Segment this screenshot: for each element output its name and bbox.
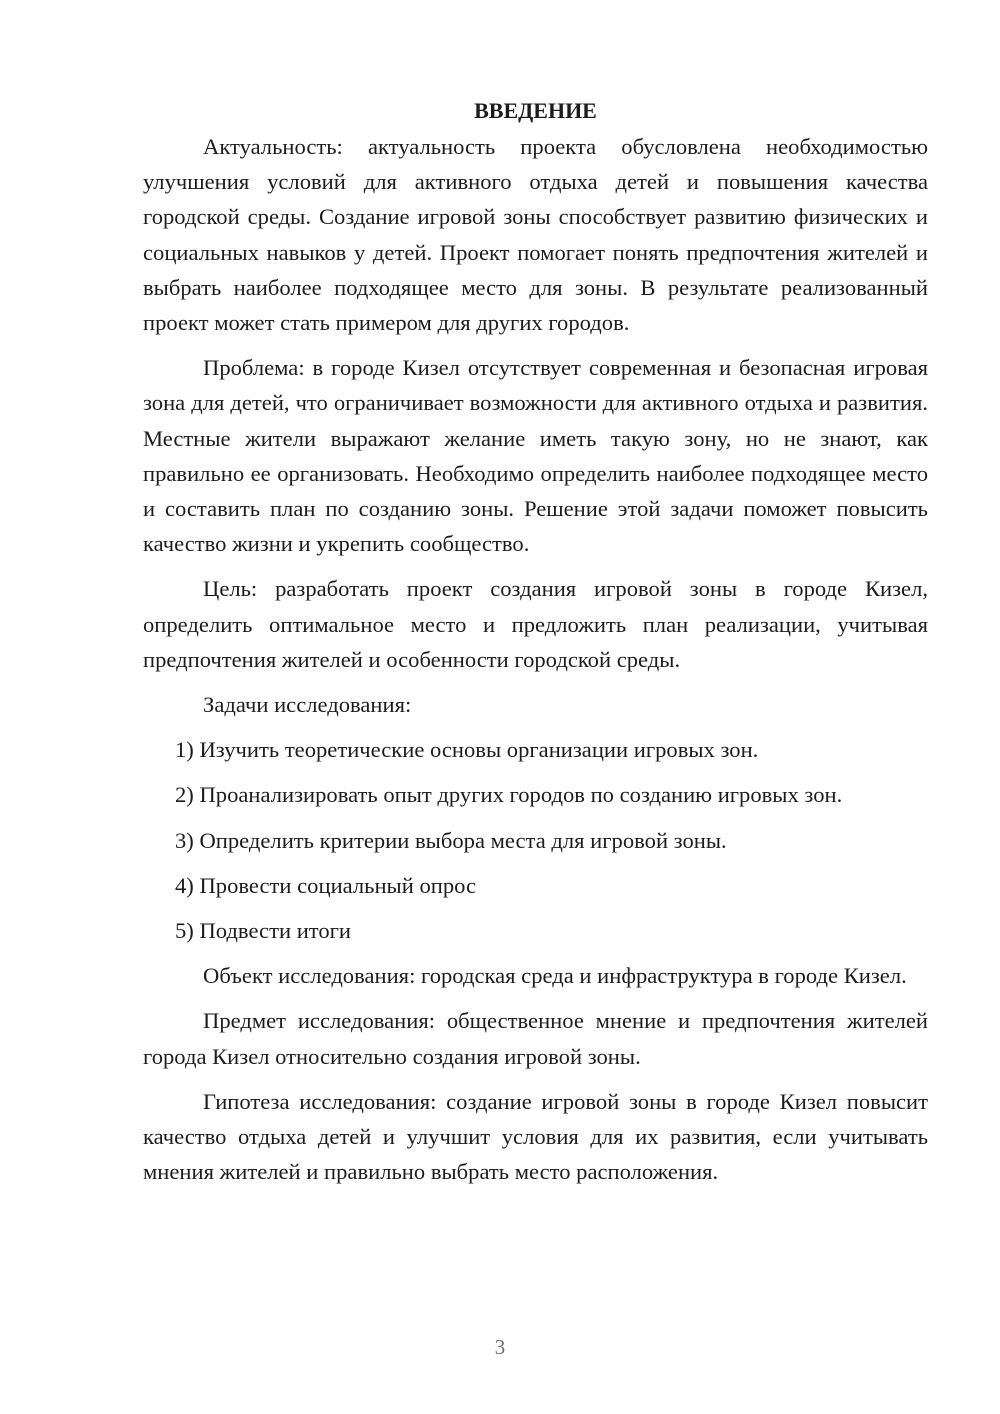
paragraph-object: Объект исследования: городская среда и инфраструктура в городе Кизел. [203, 963, 907, 989]
paragraph-goal: Цель: разработать проект создания игровой зоны в городе Кизел, определить оптимальное место и предложить план реализации, учитывая предпочтения жителей и особенности городской среды. [143, 576, 928, 672]
list-item: 4) Провести социальный опрос [175, 872, 477, 898]
paragraph-subject: Предмет исследования: общественное мнение и предпочтения жителей города Кизел относительно создания игровой зоны. [143, 1008, 928, 1069]
tasks-list [143, 732, 928, 948]
paragraph-relevance: Актуальность: актуальность проекта обусловлена необходимостью улучшения условий для активного отдыха детей и повышения качества городской среды. Создание игровой зоны способствует развитию физических и социальных навыков у детей. Проект помогает понять предпочтения жителей и выбрать наиболее подходящее место для зоны. В результате реализованный проект может стать примером для других городов. [143, 134, 928, 336]
list-item: 1) Изучить теоретические основы организации игровых зон. [175, 737, 759, 763]
list-item: 2) Проанализировать опыт других городов по созданию игровых зон. [175, 782, 843, 808]
list-item: 3) Определить критерии выбора места для игровой зоны. [175, 827, 727, 853]
page-number: 3 [494, 1335, 506, 1359]
document-page [143, 93, 928, 1189]
page-title: ВВЕДЕНИЕ [474, 98, 597, 123]
tasks-intro: Задачи исследования: [203, 692, 412, 718]
paragraph-problem: Проблема: в городе Кизел отсутствует современная и безопасная игровая зона для детей, что ограничивает возможности для активного отдыха и развития. Местные жители выражают желание иметь такую зону, но не знают, как правильно ее организовать. Необходимо определить наиболее подходящее место и составить план по созданию зоны. Решение этой задачи поможет повысить качество жизни и укрепить сообщество. [143, 355, 928, 557]
paragraph-hypothesis: Гипотеза исследования: создание игровой зоны в городе Кизел повысит качество отдыха детей и улучшит условия для их развития, если учитывать мнения жителей и правильно выбрать место расположения. [143, 1088, 928, 1185]
list-item: 5) Подвести итоги [175, 918, 352, 944]
